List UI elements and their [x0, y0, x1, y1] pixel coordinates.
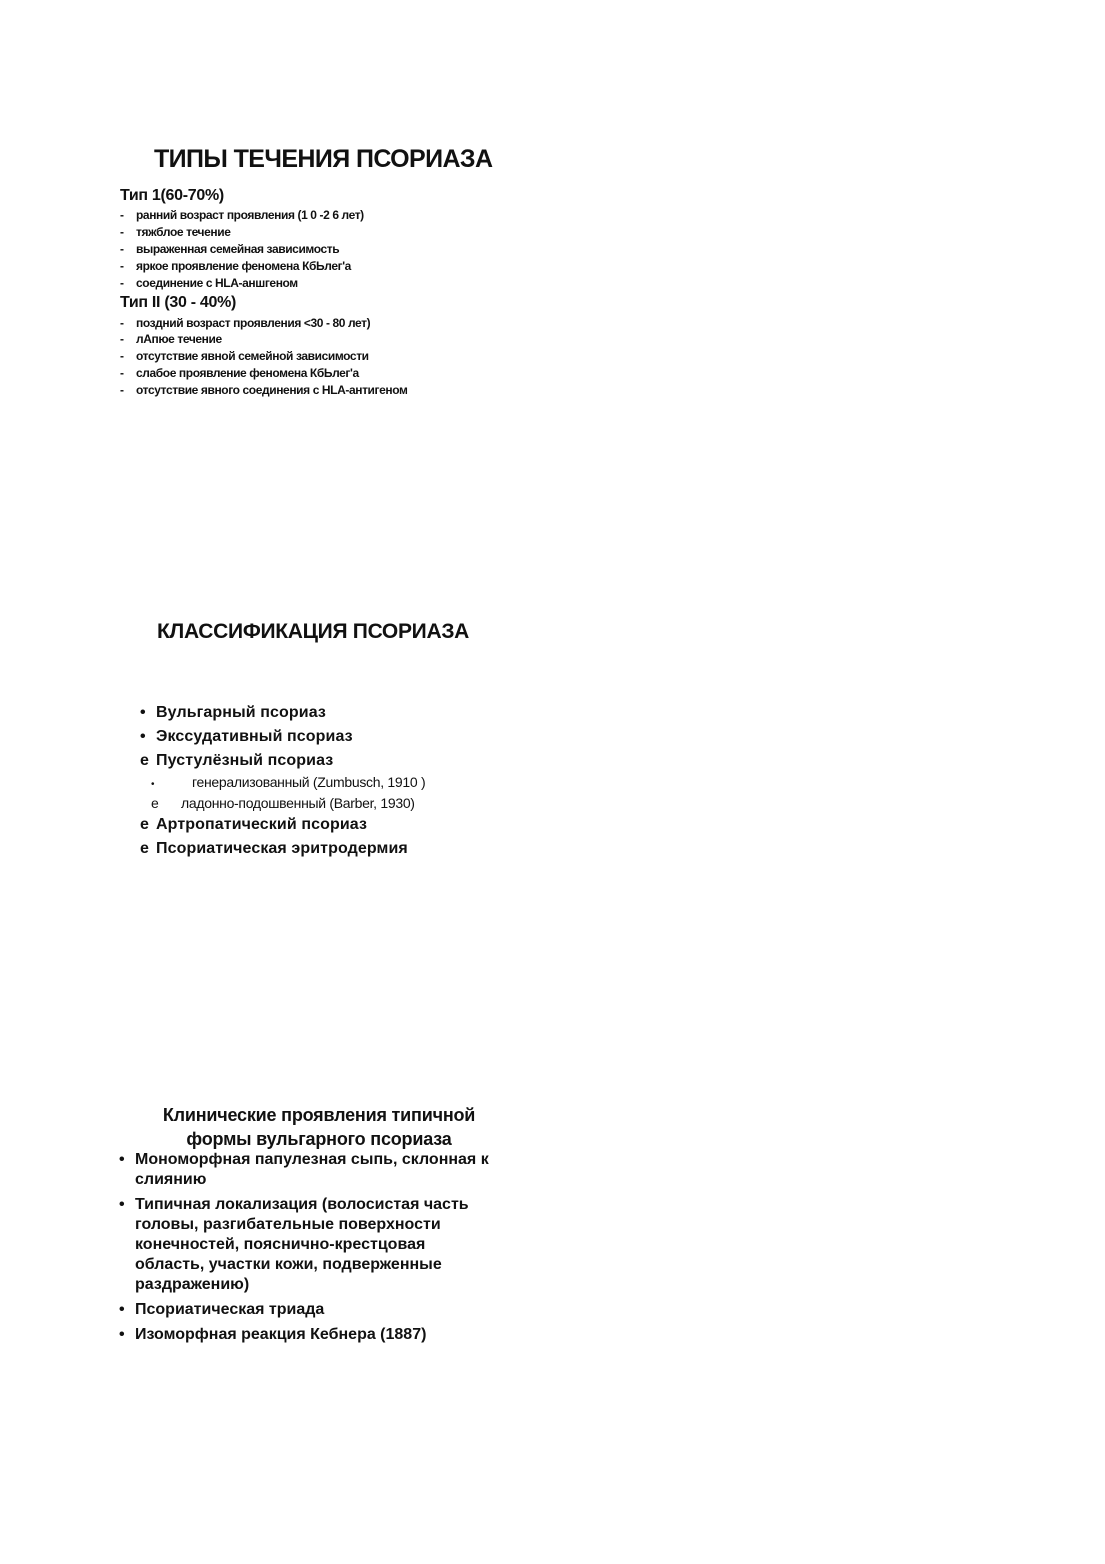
type1-item-text: ранний возраст проявления (1 0 -2 6 лет) [136, 208, 364, 222]
classification-item [140, 838, 408, 860]
classification-subitem-text: ладонно-подошвенный (Barber, 1930) [181, 795, 415, 811]
clinical-item-text: Псориатическая триада [135, 1301, 325, 1318]
bullet-marker: • [140, 704, 146, 721]
classification-item-text: Пустулёзный псориаз [156, 752, 334, 769]
clinical-item [119, 1195, 499, 1295]
type2-item [120, 315, 370, 332]
type1-item-text: выраженная семейная зависимость [136, 242, 340, 256]
type1-item [120, 241, 339, 258]
bullet-marker: • [119, 1151, 125, 1168]
clinical-item [119, 1150, 499, 1190]
dash-marker: - [120, 259, 124, 273]
section-title-clinical-line2: формы вульгарного псориаза [186, 1129, 452, 1149]
bullet-marker: • [119, 1196, 125, 1213]
type2-item [120, 365, 359, 382]
classification-item-text: Артропатический псориаз [156, 816, 368, 833]
classification-item [140, 726, 353, 748]
clinical-item [119, 1300, 499, 1320]
type2-item-text: слабое проявление феномена КбЬлег'а [136, 366, 359, 380]
dash-marker: - [120, 225, 124, 239]
type1-item [120, 275, 298, 292]
type1-item-text: яркое проявление феномена КбЬлег'а [136, 259, 351, 273]
classification-item-text: Экссудативный псориаз [156, 728, 353, 745]
type2-item [120, 382, 408, 399]
dash-marker: - [120, 242, 124, 256]
classification-item-text: Вульгарный псориаз [156, 704, 326, 721]
bullet-marker: е [140, 752, 149, 769]
type1-heading: Тип 1(60-70%) [120, 187, 224, 204]
bullet-marker: е [140, 840, 149, 857]
dash-marker: - [120, 332, 124, 346]
type2-item [120, 348, 369, 365]
clinical-list [119, 1150, 499, 1350]
bullet-marker: • [119, 1301, 125, 1318]
classification-item [140, 814, 367, 836]
type1-item-text: соединение с HLA-аншгеном [136, 276, 298, 290]
bullet-marker: • [151, 779, 155, 790]
type1-item [120, 224, 231, 241]
type1-item-text: тяжблое течение [136, 225, 231, 239]
type1-item [120, 207, 364, 224]
classification-item [140, 702, 326, 724]
dash-marker: - [120, 316, 124, 330]
type1-item [120, 258, 351, 275]
bullet-marker: • [140, 728, 146, 745]
classification-item-text: Псориатическая эритродермия [156, 840, 408, 857]
dash-marker: - [120, 383, 124, 397]
type2-item-text: лАпюе течение [136, 332, 222, 346]
dash-marker: - [120, 276, 124, 290]
type2-item [120, 331, 222, 348]
dash-marker: - [120, 208, 124, 222]
classification-item [140, 750, 333, 772]
type2-item-text: поздний возраст проявления <30 - 80 лет) [136, 316, 371, 330]
classification-subitem-text: генерализованный (Zumbusch, 1910 ) [192, 774, 426, 790]
section-title-classification: КЛАССИФИКАЦИЯ ПСОРИАЗА [157, 620, 470, 643]
clinical-item-text: Изоморфная реакция Кебнера (1887) [135, 1326, 427, 1343]
clinical-item-text: Типичная локализация (волосистая часть головы, разгибательные поверхности конечностей, пояснично-крестцовая область, участки кожи, подверженные раздражению) [135, 1196, 469, 1293]
classification-subitem [151, 772, 425, 792]
type2-item-text: отсутствие явной семейной зависимости [136, 349, 369, 363]
clinical-item [119, 1325, 499, 1345]
bullet-marker: е [140, 816, 149, 833]
type2-item-text: отсутствие явного соединения с HLA-антигеном [136, 383, 408, 397]
section-title-clinical-line1: Клинические проявления типичной [162, 1105, 476, 1125]
dash-marker: - [120, 349, 124, 363]
section-title-course-types: ТИПЫ ТЕЧЕНИЯ ПСОРИАЗА [154, 145, 493, 173]
classification-subitem [151, 793, 415, 813]
clinical-item-text: Мономорфная папулезная сыпь, склонная к слиянию [135, 1151, 489, 1188]
bullet-marker: е [151, 795, 159, 811]
type2-heading: Тип II (30 - 40%) [120, 294, 237, 311]
bullet-marker: • [119, 1326, 125, 1343]
dash-marker: - [120, 366, 124, 380]
